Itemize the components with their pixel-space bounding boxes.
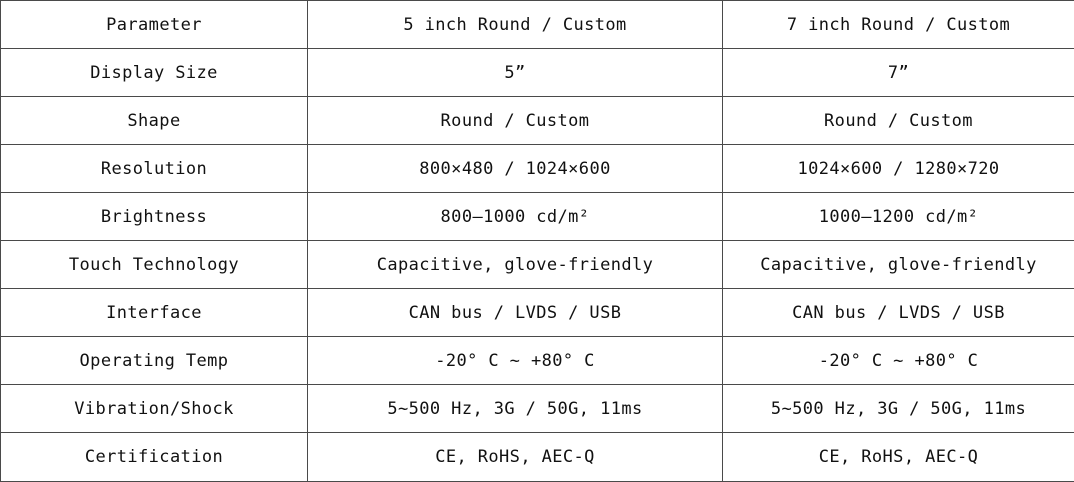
- table-row-resolution: [1, 145, 1074, 193]
- table-row-brightness: [1, 193, 1074, 241]
- table-row-shape: [1, 97, 1074, 145]
- value-7-inch: 7”: [723, 49, 1074, 97]
- value-7-inch: -20° C ~ +80° C: [723, 337, 1074, 385]
- value-7-inch: 1024×600 / 1280×720: [723, 145, 1074, 193]
- table-row-display-size: [1, 49, 1074, 97]
- value-7-inch: 5~500 Hz, 3G / 50G, 11ms: [723, 385, 1074, 433]
- param-cell: Touch Technology: [1, 241, 308, 289]
- param-cell: Interface: [1, 289, 308, 337]
- value-5-inch: 5~500 Hz, 3G / 50G, 11ms: [308, 385, 723, 433]
- table-row-interface: [1, 289, 1074, 337]
- param-cell: Brightness: [1, 193, 308, 241]
- param-cell: Vibration/Shock: [1, 385, 308, 433]
- value-7-inch: 1000–1200 cd/m²: [723, 193, 1074, 241]
- header-7-inch: 7 inch Round / Custom: [723, 1, 1074, 49]
- value-5-inch: 5”: [308, 49, 723, 97]
- value-7-inch: Round / Custom: [723, 97, 1074, 145]
- value-5-inch: CAN bus / LVDS / USB: [308, 289, 723, 337]
- value-5-inch: Capacitive, glove-friendly: [308, 241, 723, 289]
- table-row-certification: [1, 433, 1074, 482]
- value-5-inch: 800×480 / 1024×600: [308, 145, 723, 193]
- value-7-inch: CE, RoHS, AEC-Q: [723, 433, 1074, 482]
- value-5-inch: -20° C ~ +80° C: [308, 337, 723, 385]
- param-cell: Operating Temp: [1, 337, 308, 385]
- value-7-inch: CAN bus / LVDS / USB: [723, 289, 1074, 337]
- param-cell: Shape: [1, 97, 308, 145]
- param-cell: Resolution: [1, 145, 308, 193]
- table-header-row: [1, 1, 1074, 49]
- header-5-inch: 5 inch Round / Custom: [308, 1, 723, 49]
- param-cell: Display Size: [1, 49, 308, 97]
- value-5-inch: CE, RoHS, AEC-Q: [308, 433, 723, 482]
- table-row-vibration-shock: [1, 385, 1074, 433]
- value-5-inch: Round / Custom: [308, 97, 723, 145]
- value-5-inch: 800–1000 cd/m²: [308, 193, 723, 241]
- value-7-inch: Capacitive, glove-friendly: [723, 241, 1074, 289]
- table-row-touch-technology: [1, 241, 1074, 289]
- header-parameter: Parameter: [1, 1, 308, 49]
- table-row-operating-temp: [1, 337, 1074, 385]
- param-cell: Certification: [1, 433, 308, 482]
